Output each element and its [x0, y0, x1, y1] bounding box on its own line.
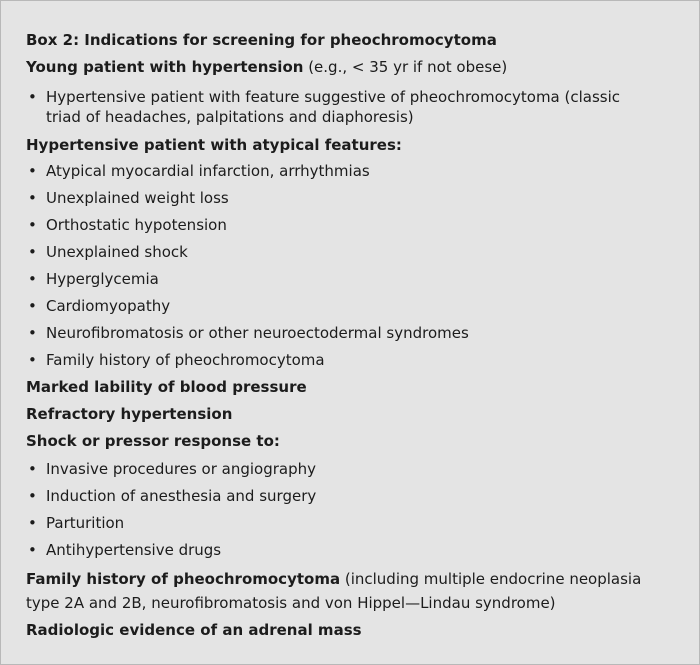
bullet-icon: •	[28, 351, 37, 369]
bullet-icon: •	[28, 297, 37, 315]
list-item-text: Atypical myocardial infarction, arrhythmias	[46, 162, 370, 180]
refractory-heading: Refractory hypertension	[26, 405, 233, 423]
bullet-icon: •	[28, 162, 37, 180]
bullet-icon: •	[28, 189, 37, 207]
shock-heading: Shock or pressor response to:	[26, 432, 280, 450]
bullet-icon: •	[28, 487, 37, 505]
family-history-line	[26, 569, 641, 589]
list-item-text: Orthostatic hypotension	[46, 216, 227, 234]
bullet-icon: •	[28, 541, 37, 559]
bullet-icon: •	[28, 460, 37, 478]
list-item-text: Neurofibromatosis or other neuroectodermal syndromes	[46, 324, 469, 342]
bullet-icon: •	[28, 243, 37, 261]
list-item-text: Hypertensive patient with feature suggestive of pheochromocytoma (classic triad of headaches, palpitations and diaphoresis)	[46, 88, 621, 126]
list-item-text: Induction of anesthesia and surgery	[46, 487, 317, 505]
family-history-line-2: type 2A and 2B, neurofibromatosis and von Hippel—Lindau syndrome)	[26, 594, 556, 612]
list-item-text: Antihypertensive drugs	[46, 541, 222, 559]
young-patient-heading: Young patient with hypertension	[26, 58, 304, 76]
bullet-icon: •	[28, 216, 37, 234]
radiologic-heading: Radiologic evidence of an adrenal mass	[26, 621, 362, 639]
bullet-icon: •	[28, 270, 37, 288]
family-history-heading: Family history of pheochromocytoma	[26, 570, 341, 588]
lability-heading: Marked lability of blood pressure	[26, 378, 307, 396]
list-item-text: Cardiomyopathy	[46, 297, 171, 315]
young-patient-note: (e.g., < 35 yr if not obese)	[303, 58, 508, 76]
list-item-text: Invasive procedures or angiography	[46, 460, 317, 478]
box-title: Box 2: Indications for screening for pheochromocytoma	[26, 31, 497, 49]
list-item-text: Unexplained weight loss	[46, 189, 229, 207]
young-patient-line	[26, 57, 507, 77]
list-item-text: Hyperglycemia	[46, 270, 159, 288]
list-item-text: Unexplained shock	[46, 243, 188, 261]
family-history-note: (including multiple endocrine neoplasia	[340, 570, 642, 588]
bullet-icon: •	[28, 324, 37, 342]
bullet-icon: •	[28, 88, 37, 106]
list-item-text: Parturition	[46, 514, 125, 532]
atypical-heading: Hypertensive patient with atypical features:	[26, 136, 402, 154]
list-item-text: Family history of pheochromocytoma	[46, 351, 325, 369]
bullet-icon: •	[28, 514, 37, 532]
